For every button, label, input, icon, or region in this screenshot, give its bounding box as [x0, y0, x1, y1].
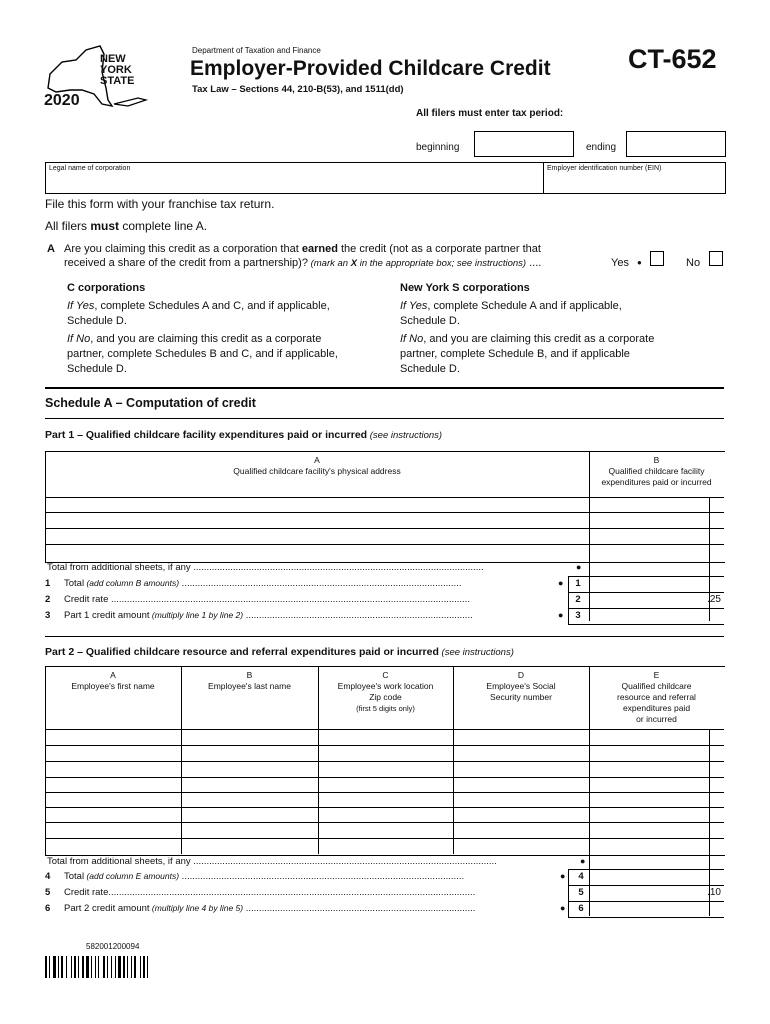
c-corp-heading: C corporations [67, 282, 146, 294]
legal-name-label: Legal name of corporation [49, 165, 131, 172]
line-label [64, 887, 558, 898]
line-number-box: 1 [575, 578, 581, 589]
col-a-label: Qualified childcare facility's physical address [233, 466, 401, 476]
s-corp-yes-text: , complete Schedule A and if applicable, [427, 300, 622, 312]
col-header-text: Employee's last name [208, 681, 291, 691]
line-label-text: Part 1 credit amount [64, 610, 150, 621]
s-corp-yes-word: If Yes [400, 300, 428, 312]
c-corp-if-yes [67, 299, 330, 329]
part1-title-note: (see instructions) [367, 430, 443, 441]
col-header-text: (first 5 digits only) [356, 704, 415, 713]
table-row[interactable] [45, 822, 724, 823]
line-box-border [568, 885, 569, 901]
col-header-text: Qualified childcare [621, 681, 692, 691]
line-label [64, 903, 558, 914]
col-header-text: or incurred [636, 714, 677, 724]
s-corp-no-text-2: partner, complete Schedule B, and if applicable [400, 348, 630, 360]
line-label [64, 871, 558, 882]
col-header-text: expenditures paid [622, 703, 691, 713]
line-number: 4 [45, 871, 51, 882]
part1-col-a-header [45, 455, 589, 477]
line-box-border [568, 592, 569, 608]
line-a-question-2 [64, 257, 541, 269]
bullet-icon: ● [580, 856, 586, 866]
barcode-bar [49, 956, 50, 978]
schedule-a-title: Schedule A – Computation of credit [45, 396, 256, 410]
line-box-border [568, 608, 569, 624]
c-corp-no-text-3: Schedule D. [67, 363, 127, 375]
line-label-note: (add column E amounts) [84, 871, 180, 881]
col-header-text: D [517, 670, 525, 680]
line-a-leader: .... [526, 257, 542, 269]
col-header-text: resource and referral [617, 692, 696, 702]
line-a-question-1 [64, 243, 541, 255]
bullet-icon: ● [560, 871, 566, 881]
form-code: 582001200094 [86, 942, 140, 951]
line-label-note: (add column B amounts) [84, 578, 180, 588]
row-rule [568, 592, 724, 593]
barcode-bar [134, 956, 136, 978]
part2-title-text: Part 2 – Qualified childcare resource and referral expenditures paid or incurred [45, 646, 439, 658]
barcode-bar [53, 956, 56, 978]
part1-additional-sheets: Total from additional sheets, if any .............................................................................................................. [47, 562, 484, 573]
barcode-bar [45, 956, 47, 978]
part1-title-text: Part 1 – Qualified childcare facility expenditures paid or incurred [45, 429, 368, 441]
c-corp-no-word: If No [67, 333, 91, 345]
table-row[interactable] [45, 807, 724, 808]
all-filers-text-end: complete line A. [119, 219, 208, 233]
table-row[interactable] [45, 838, 724, 839]
s-corp-no-text-3: Schedule D. [400, 363, 460, 375]
barcode-bar [98, 956, 99, 978]
c-corp-if-no [67, 332, 338, 377]
barcode-bar [147, 956, 148, 978]
all-filers-text: All filers [45, 219, 91, 233]
barcode-bar [107, 956, 108, 978]
tax-period-instruction: All filers must enter tax period: [416, 108, 564, 119]
row-rule [568, 885, 724, 886]
line-leader: ........................................................................................................................................ [108, 594, 470, 605]
beginning-date-field[interactable] [474, 131, 574, 157]
row-rule [568, 917, 724, 918]
barcode-bar [71, 956, 72, 978]
line-label-note: (multiply line 4 by line 5) [149, 903, 244, 913]
line-number: 5 [45, 887, 51, 898]
no-checkbox[interactable] [709, 251, 723, 266]
barcode-bar [118, 956, 121, 978]
part2-col-d-header [453, 670, 589, 703]
row-rule [568, 901, 724, 902]
form-title: Employer-Provided Childcare Credit [190, 57, 551, 80]
table-row[interactable] [45, 777, 724, 778]
ending-date-field[interactable] [626, 131, 726, 157]
s-corp-yes-text-2: Schedule D. [400, 315, 460, 327]
line-label-text: Credit rate [64, 594, 109, 605]
c-corp-yes-word: If Yes [67, 300, 95, 312]
row-rule [568, 608, 724, 609]
line-number-box: 6 [578, 903, 584, 914]
row-rule [568, 869, 724, 870]
part1-col-b-header [589, 455, 724, 488]
col-header-text: Employee's work location [337, 681, 434, 691]
line-leader: ........................................................................................................... [179, 871, 465, 882]
line-box-border [568, 869, 569, 885]
yes-checkbox[interactable] [650, 251, 664, 266]
bullet-icon: ● [560, 903, 566, 913]
line-label-text: Total [64, 578, 85, 589]
barcode-bar [86, 956, 89, 978]
barcode-bar [58, 956, 59, 978]
col-b-label-2: expenditures paid or incurred [601, 477, 712, 487]
barcode [45, 956, 195, 978]
table-row[interactable] [45, 761, 724, 762]
form-number: CT-652 [628, 44, 717, 74]
col-header-text: Employee's Social [486, 681, 556, 691]
barcode-bar [91, 956, 92, 978]
col-b-label: Qualified childcare facility [608, 466, 705, 476]
ein-field[interactable] [543, 162, 726, 194]
line-number-box: 4 [578, 871, 584, 882]
barcode-bar [143, 956, 145, 978]
barcode-bar [115, 956, 116, 978]
part2-col-c-header [318, 670, 453, 714]
col-header-text: B [246, 670, 253, 680]
line-box-border [568, 901, 569, 917]
divider [45, 418, 724, 419]
all-filers-note [45, 219, 207, 233]
table-header-rule [45, 729, 724, 730]
line-number: 6 [45, 903, 51, 914]
barcode-bar [131, 956, 132, 978]
beginning-label: beginning [416, 142, 460, 153]
tax-law-reference: Tax Law – Sections 44, 210-B(53), and 1511(dd) [192, 84, 404, 95]
row-rule [568, 624, 724, 625]
department-name: Department of Taxation and Finance [192, 46, 321, 55]
line-a-instr-x: X [350, 258, 358, 269]
line-label-text: Total [64, 871, 85, 882]
barcode-bar [61, 956, 63, 978]
s-corp-no-word: If No [400, 333, 424, 345]
line-label-note: (multiply line 1 by line 2) [149, 610, 244, 620]
nys-logo [42, 42, 152, 112]
all-filers-must: must [90, 219, 120, 233]
s-corp-if-yes [400, 299, 622, 329]
barcode-bar [127, 956, 128, 978]
barcode-bar [111, 956, 112, 978]
line-leader: .......................................................................................................... [179, 578, 462, 589]
line-a-instr: (mark an [307, 258, 351, 269]
line-leader: ........................................................................................................................................... [108, 887, 476, 898]
yes-label: Yes [611, 257, 629, 269]
table-row[interactable] [45, 792, 724, 793]
table-header-rule [45, 497, 724, 498]
divider [45, 636, 724, 637]
row-rule [568, 576, 724, 577]
bullet-icon: ● [558, 578, 564, 588]
col-header-text: C [382, 670, 389, 680]
part1-title [45, 429, 442, 441]
barcode-bar [74, 956, 76, 978]
part2-col-e-header [589, 670, 724, 725]
line-a-earned: earned [301, 243, 338, 255]
barcode-bar [103, 956, 105, 978]
line-number-box: 3 [575, 610, 581, 621]
col-a-letter: A [314, 455, 320, 465]
barcode-icon [45, 956, 195, 978]
logo-line-new: NEW [100, 53, 126, 65]
legal-name-field[interactable] [45, 162, 544, 194]
bullet-icon: ● [558, 610, 564, 620]
c-corp-yes-text: , complete Schedules A and C, and if applicable, [94, 300, 330, 312]
file-with-return-note: File this form with your franchise tax return. [45, 197, 275, 211]
logo-line-state: STATE [100, 75, 135, 87]
part2-additional-sheets: Total from additional sheets, if any ................................................................................................................... [47, 856, 497, 867]
divider [45, 387, 724, 389]
line-label [64, 594, 554, 605]
c-corp-yes-text-2: Schedule D. [67, 315, 127, 327]
line-label [64, 610, 554, 621]
col-header-text: Zip code [369, 692, 402, 702]
c-corp-no-text-2: partner, complete Schedules B and C, and if applicable, [67, 348, 338, 360]
barcode-bar [66, 956, 67, 978]
barcode-bar [78, 956, 79, 978]
table-row[interactable] [45, 745, 724, 746]
part2-col-b-header [181, 670, 318, 692]
table-row[interactable] [45, 544, 724, 545]
barcode-bar [123, 956, 125, 978]
tax-year: 2020 [44, 92, 80, 109]
col-b-letter: B [653, 455, 660, 465]
line-a-letter: A [47, 243, 55, 255]
part2-title [45, 646, 514, 658]
c-corp-no-text: , and you are claiming this credit as a corporate [90, 333, 322, 345]
line-number-box: 5 [578, 887, 584, 898]
line-number: 2 [45, 594, 51, 605]
table-row[interactable] [45, 528, 724, 529]
line-a-text-3: received a share of the credit from a partnership)? [64, 257, 308, 269]
line-5-amount[interactable]: .10 [707, 887, 721, 898]
s-corp-no-text: , and you are claiming this credit as a corporate [423, 333, 655, 345]
ein-label: Employer identification number (EIN) [547, 165, 662, 172]
col-divider [181, 666, 182, 854]
col-header-text: Security number [490, 692, 552, 702]
bullet-icon: ● [576, 562, 582, 572]
ending-label: ending [586, 142, 617, 153]
part2-col-a-header [45, 670, 181, 692]
line-box-border [568, 576, 569, 592]
table-row[interactable] [45, 512, 724, 513]
col-header-text: A [110, 670, 116, 680]
yes-bullet-icon: ● [637, 258, 642, 267]
line-leader: ....................................................................................... [243, 903, 476, 914]
line-a-instr-2: in the appropriate box; see instructions) [357, 258, 527, 269]
line-label-text: Credit rate [64, 887, 109, 898]
line-label-text: Part 2 credit amount [64, 903, 150, 914]
part2-title-note: (see instructions) [438, 647, 514, 658]
barcode-bar [82, 956, 84, 978]
line-number: 1 [45, 578, 51, 589]
no-label: No [686, 257, 701, 269]
line-leader: ...................................................................................... [243, 610, 473, 621]
line-a-text-2: the credit (not as a corporate partner that [337, 243, 541, 255]
logo-line-york: YORK [100, 64, 132, 76]
line-2-amount[interactable]: .25 [707, 594, 721, 605]
col-header-text: E [653, 670, 660, 680]
line-label [64, 578, 554, 589]
line-a-text: Are you claiming this credit as a corporation that [64, 243, 302, 255]
s-corp-if-no [400, 332, 654, 377]
barcode-bar [140, 956, 141, 978]
col-header-text: Employee's first name [71, 681, 155, 691]
s-corp-heading: New York S corporations [400, 282, 530, 294]
barcode-bar [95, 956, 96, 978]
line-number: 3 [45, 610, 51, 621]
line-number-box: 2 [575, 594, 581, 605]
